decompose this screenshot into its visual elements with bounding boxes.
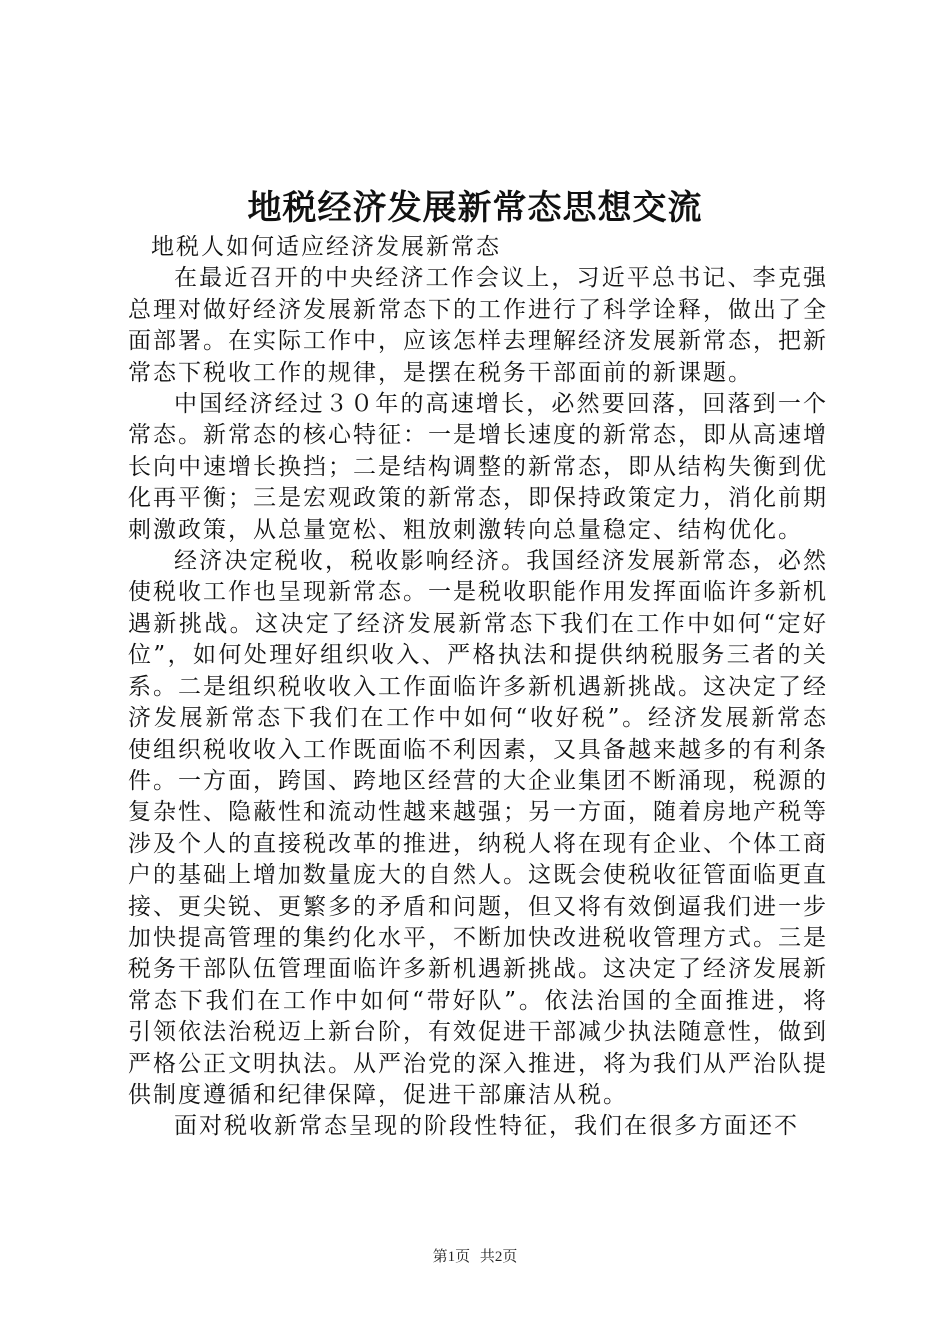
page-footer — [0, 1245, 950, 1266]
paragraph-1: 在最近召开的中央经济工作会议上，习近平总书记、李克强总理对做好经济发展新常态下的工作进行了科学诠释，做出了全面部署。在实际工作中，应该怎样去理解经济发展新常态，把新常态下税收工作的规律，是摆在税务干部面前的新课题。 — [128, 265, 828, 386]
page-total: 共2页 — [479, 1249, 518, 1265]
page-number: 第1页 — [432, 1249, 471, 1265]
document-subtitle: 地税人如何适应经济发展新常态 — [151, 234, 501, 260]
paragraph-3: 经济决定税收，税收影响经济。我国经济发展新常态，必然使税收工作也呈现新常态。一是税收职能作用发挥面临许多新机遇新挑战。这决定了经济发展新常态下我们在工作中如何“定好位”，如何处理好组织收入、严格执法和提供纳税服务三者的关系。二是组织税收收入工作面临许多新机遇新挑战。这决定了经济发展新常态下我们在工作中如何“收好税”。经济发展新常态使组织税收收入工作既面临不利因素，又具备越来越多的有利条件。一方面，跨国、跨地区经营的大企业集团不断涌现，税源的复杂性、隐蔽性和流动性越来越强；另一方面，随着房地产税等涉及个人的直接税改革的推进，纳税人将在现有企业、个体工商户的基础上增加数量庞大的自然人。这既会使税收征管面临更直接、更尖锐、更繁多的矛盾和问题，但又将有效倒逼我们进一步加快提高管理的集约化水平，不断加快改进税收管理方式。三是税务干部队伍管理面临许多新机遇新挑战。这决定了经济发展新常态下我们在工作中如何“带好队”。依法治国的全面推进，将引领依法治税迈上新台阶，有效促进干部减少执法随意性，做到严格公正文明执法。从严治党的深入推进，将为我们从严治队提供制度遵循和纪律保障，促进干部廉洁从税。 — [128, 548, 828, 1108]
paragraph-2: 中国经济经过３０年的高速增长，必然要回落，回落到一个常态。新常态的核心特征：一是增长速度的新常态，即从高速增长向中速增长换挡；二是结构调整的新常态，即从结构失衡到优化再平衡；三是宏观政策的新常态，即保持政策定力，消化前期刺激政策，从总量宽松、粗放刺激转向总量稳定、结构优化。 — [128, 391, 828, 543]
document-title: 地税经济发展新常态思想交流 — [247, 188, 703, 228]
document-body — [128, 232, 828, 1143]
paragraph-4: 面对税收新常态呈现的阶段性特征，我们在很多方面还不 — [174, 1113, 799, 1140]
